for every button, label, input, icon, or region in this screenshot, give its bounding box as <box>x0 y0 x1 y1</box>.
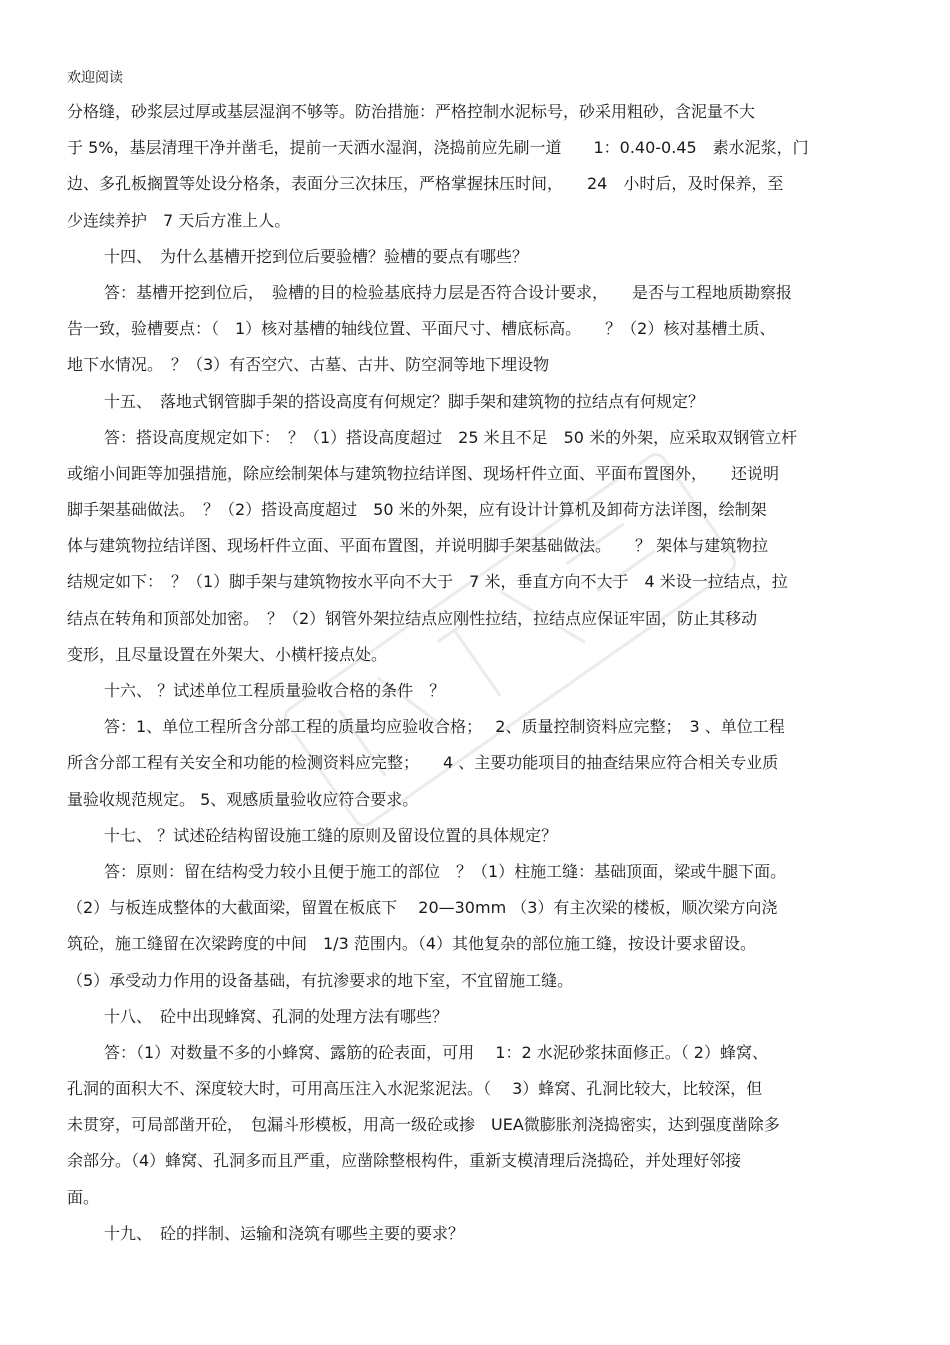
text-line: 体与建筑物拉结详图、现场杆件立面、平面布置图，并说明脚手架基础做法。 ？ 架体与建筑物拉 <box>67 536 769 556</box>
text-line: 答：搭设高度规定如下： ？（1）搭设高度超过 25 米且不足 50 米的外架，应采取双钢管立杆 <box>104 427 798 447</box>
text-line: 十八、 砼中出现蜂窝、孔洞的处理方法有哪些？ <box>104 1006 449 1026</box>
document-body <box>67 94 881 1252</box>
text-line: 余部分。（4）蜂窝、孔洞多而且严重，应凿除整根构件，重新支模清理后浇捣砼，并处理好邻接 <box>67 1151 742 1171</box>
text-line: 十七、 ？试述砼结构留设施工缝的原则及留设位置的具体规定？ <box>104 825 558 845</box>
text-line: 答：（1）对数量不多的小蜂窝、露筋的砼表面，可用 1：2 水泥砂浆抹面修正。（ 2）蜂窝、 <box>104 1042 768 1062</box>
text-line: 于 5%，基层清理干净并凿毛，提前一天洒水湿润，浇捣前应先刷一道 1：0.40-0.45 素水泥浆，门 <box>67 138 809 158</box>
text-line: 十九、 砼的拌制、运输和浇筑有哪些主要的要求？ <box>104 1223 465 1243</box>
text-line: 结规定如下： ？（1）脚手架与建筑物按水平向不大于 7 米，垂直方向不大于 4 米设一拉结点，拉 <box>67 572 788 592</box>
text-line: 答：基槽开挖到位后， 验槽的目的检验基底持力层是否符合设计要求， 是否与工程地质勘察报 <box>104 282 793 302</box>
text-line: 面。 <box>67 1187 100 1207</box>
text-line: 或缩小间距等加强措施，除应绘制架体与建筑物拉结详图、现场杆件立面、平面布置图外， 还说明 <box>67 463 780 483</box>
text-line: 变形，且尽量设置在外架大、小横杆接点处。 <box>67 644 388 664</box>
text-line: 十四、 为什么基槽开挖到位后要验槽？验槽的要点有哪些？ <box>104 246 529 266</box>
text-line: 答：原则：留在结构受力较小且便于施工的部位 ？（1）柱施工缝：基础顶面，梁或牛腿下面。 <box>104 861 787 881</box>
text-line: 未贯穿，可局部凿开砼， 包漏斗形模板，用高一级砼或掺 UEA微膨胀剂浇捣密实，达到强度凿除多 <box>67 1115 780 1135</box>
text-line: 十六、 ？试述单位工程质量验收合格的条件 ？ <box>104 681 446 700</box>
text-line: 孔洞的面积大不、深度较大时，可用高压注入水泥浆泥法。（ 3）蜂窝、孔洞比较大，比较深，但 <box>67 1079 763 1099</box>
text-line: 十五、 落地式钢管脚手架的搭设高度有何规定？脚手架和建筑物的拉结点有何规定？ <box>104 391 705 411</box>
text-line: 分格缝，砂浆层过厚或基层湿润不够等。防治措施：严格控制水泥标号，砂采用粗砂，含泥量不大 <box>67 102 756 121</box>
text-line: 告一致，验槽要点：（ 1）核对基槽的轴线位置、平面尺寸、槽底标高。 ？（2）核对基槽土质、 <box>67 319 776 339</box>
text-line: 脚手架基础做法。 ？（2）搭设高度超过 50 米的外架，应有设计计算机及卸荷方法详图，绘制架 <box>67 500 767 520</box>
page-header: 欢迎阅读 <box>67 70 123 86</box>
text-line: 结点在转角和顶部处加密。 ？（2）钢管外架拉结点应刚性拉结，拉结点应保证牢固，防止其移动 <box>67 608 758 628</box>
text-line: （2）与板连成整体的大截面梁，留置在板底下 20—30mm （3）有主次梁的楼板，顺次梁方向浇 <box>67 898 778 918</box>
text-line: 答：1、单位工程所含分部工程的质量均应验收合格； 2、质量控制资料应完整； 3 、单位工程 <box>104 717 785 737</box>
text-line: （5）承受动力作用的设备基础，有抗渗要求的地下室，不宜留施工缝。 <box>67 970 574 990</box>
text-line: 所含分部工程有关安全和功能的检测资料应完整； 4 、主要功能项目的抽查结果应符合相关专业质 <box>67 753 779 773</box>
text-line: 少连续养护 7 天后方准上人。 <box>67 210 291 230</box>
text-line: 量验收规范规定。 5、观感质量验收应符合要求。 <box>67 789 419 809</box>
text-line: 边、多孔板搁置等处设分格条，表面分三次抹压，严格掌握抹压时间， 24 小时后，及时保养，至 <box>67 174 784 194</box>
text-line: 筑砼，施工缝留在次梁跨度的中间 1/3 范围内。（4）其他复杂的部位施工缝，按设计要求留设。 <box>67 934 757 954</box>
text-line: 地下水情况。 ？（3）有否空穴、古墓、古井、防空洞等地下埋设物 <box>67 355 550 375</box>
